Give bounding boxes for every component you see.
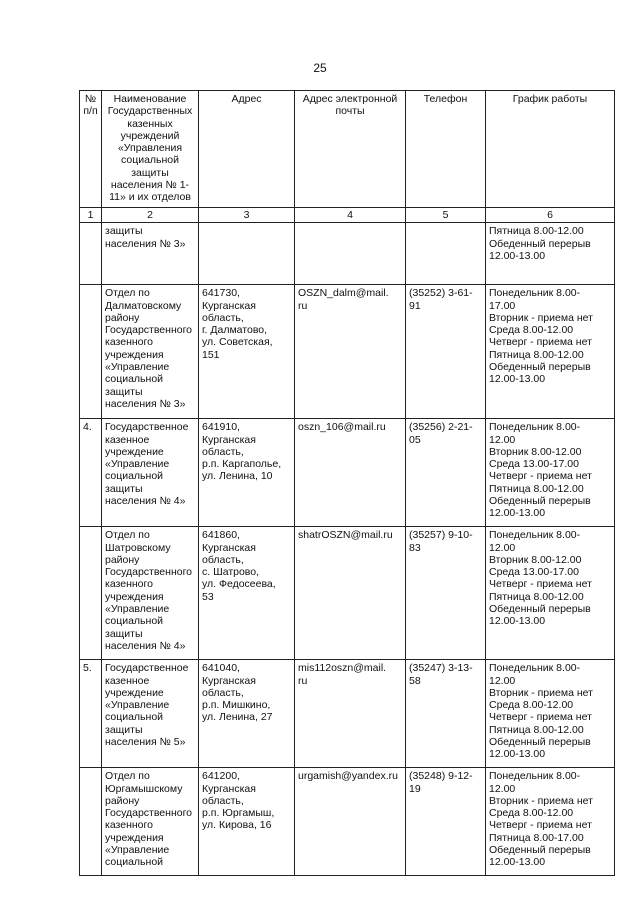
column-number: 1: [80, 208, 102, 223]
institution-name: защиты населения № 3»: [102, 223, 199, 285]
phone: (35247) 3-13- 58: [406, 660, 486, 768]
institution-name: Государственное казенное учреждение «Управление социальной защиты населения № 4»: [102, 419, 199, 527]
email: shatrOSZN@mail.ru: [295, 527, 406, 660]
email: oszn_106@mail.ru: [295, 419, 406, 527]
table-row: [80, 527, 615, 660]
row-number: [80, 768, 102, 876]
phone: (35256) 2-21- 05: [406, 419, 486, 527]
table-row: [80, 768, 615, 876]
header-email: Адрес электронной почты: [295, 91, 406, 208]
table-row: [80, 223, 615, 285]
header-address: Адрес: [199, 91, 295, 208]
table-header-row: [80, 91, 615, 208]
schedule: Понедельник 8.00- 17.00 Вторник - приема нет Среда 8.00-12.00 Четверг - приема нет Пятница 8.00-12.00 Обеденный перерыв 12.00-13.00: [486, 285, 615, 419]
phone: (35248) 9-12- 19: [406, 768, 486, 876]
column-number-row: [80, 208, 615, 223]
schedule: Понедельник 8.00- 12.00 Вторник - приема нет Среда 8.00-12.00 Четверг - приема нет Пятница 8.00-17.00 Обеденный перерыв 12.00-13.00: [486, 768, 615, 876]
address: 641200, Курганская область, р.п. Юргамыш, ул. Кирова, 16: [199, 768, 295, 876]
phone: (35257) 9-10- 83: [406, 527, 486, 660]
header-name: Наименование Государственных казенных учреждений «Управления социальной защиты населения № 1- 11» и их отделов: [102, 91, 199, 208]
page-number: 25: [313, 61, 327, 75]
row-number: [80, 285, 102, 419]
table-row: [80, 419, 615, 527]
row-number: 4.: [80, 419, 102, 527]
email: mis112oszn@mail. ru: [295, 660, 406, 768]
column-number: 3: [199, 208, 295, 223]
institution-name: Государственное казенное учреждение «Управление социальной защиты населения № 5»: [102, 660, 199, 768]
address: 641040, Курганская область, р.п. Мишкино, ул. Ленина, 27: [199, 660, 295, 768]
schedule: Понедельник 8.00- 12.00 Вторник 8.00-12.00 Среда 13.00-17.00 Четверг - приема нет Пятница 8.00-12.00 Обеденный перерыв 12.00-13.00: [486, 527, 615, 660]
offices-table: [79, 90, 615, 876]
schedule: Понедельник 8.00- 12.00 Вторник 8.00-12.00 Среда 13.00-17.00 Четверг - приема нет Пятница 8.00-12.00 Обеденный перерыв 12.00-13.00: [486, 419, 615, 527]
header-schedule: График работы: [486, 91, 615, 208]
schedule: Пятница 8.00-12.00 Обеденный перерыв 12.00-13.00: [486, 223, 615, 285]
email: OSZN_dalm@mail. ru: [295, 285, 406, 419]
table-row: [80, 285, 615, 419]
row-number: 5.: [80, 660, 102, 768]
phone: (35252) 3-61- 91: [406, 285, 486, 419]
institution-name: Отдел по Далматовскому району Государственного казенного учреждения «Управление социальной защиты населения № 3»: [102, 285, 199, 419]
header-phone: Телефон: [406, 91, 486, 208]
email: urgamish@yandex.ru: [295, 768, 406, 876]
column-number: 2: [102, 208, 199, 223]
phone: [406, 223, 486, 285]
row-number: [80, 223, 102, 285]
column-number: 4: [295, 208, 406, 223]
address: [199, 223, 295, 285]
email: [295, 223, 406, 285]
row-number: [80, 527, 102, 660]
address: 641730, Курганская область, г. Далматово, ул. Советская, 151: [199, 285, 295, 419]
table-row: [80, 660, 615, 768]
header-number: № п/п: [80, 91, 102, 208]
schedule: Понедельник 8.00- 12.00 Вторник - приема нет Среда 8.00-12.00 Четверг - приема нет Пятница 8.00-12.00 Обеденный перерыв 12.00-13.00: [486, 660, 615, 768]
address: 641860, Курганская область, с. Шатрово, ул. Федосеева, 53: [199, 527, 295, 660]
column-number: 6: [486, 208, 615, 223]
address: 641910, Курганская область, р.п. Каргаполье, ул. Ленина, 10: [199, 419, 295, 527]
institution-name: Отдел по Юргамышскому району Государственного казенного учреждения «Управление социальной: [102, 768, 199, 876]
column-number: 5: [406, 208, 486, 223]
institution-name: Отдел по Шатровскому району Государственного казенного учреждения «Управление социальной защиты населения № 4»: [102, 527, 199, 660]
